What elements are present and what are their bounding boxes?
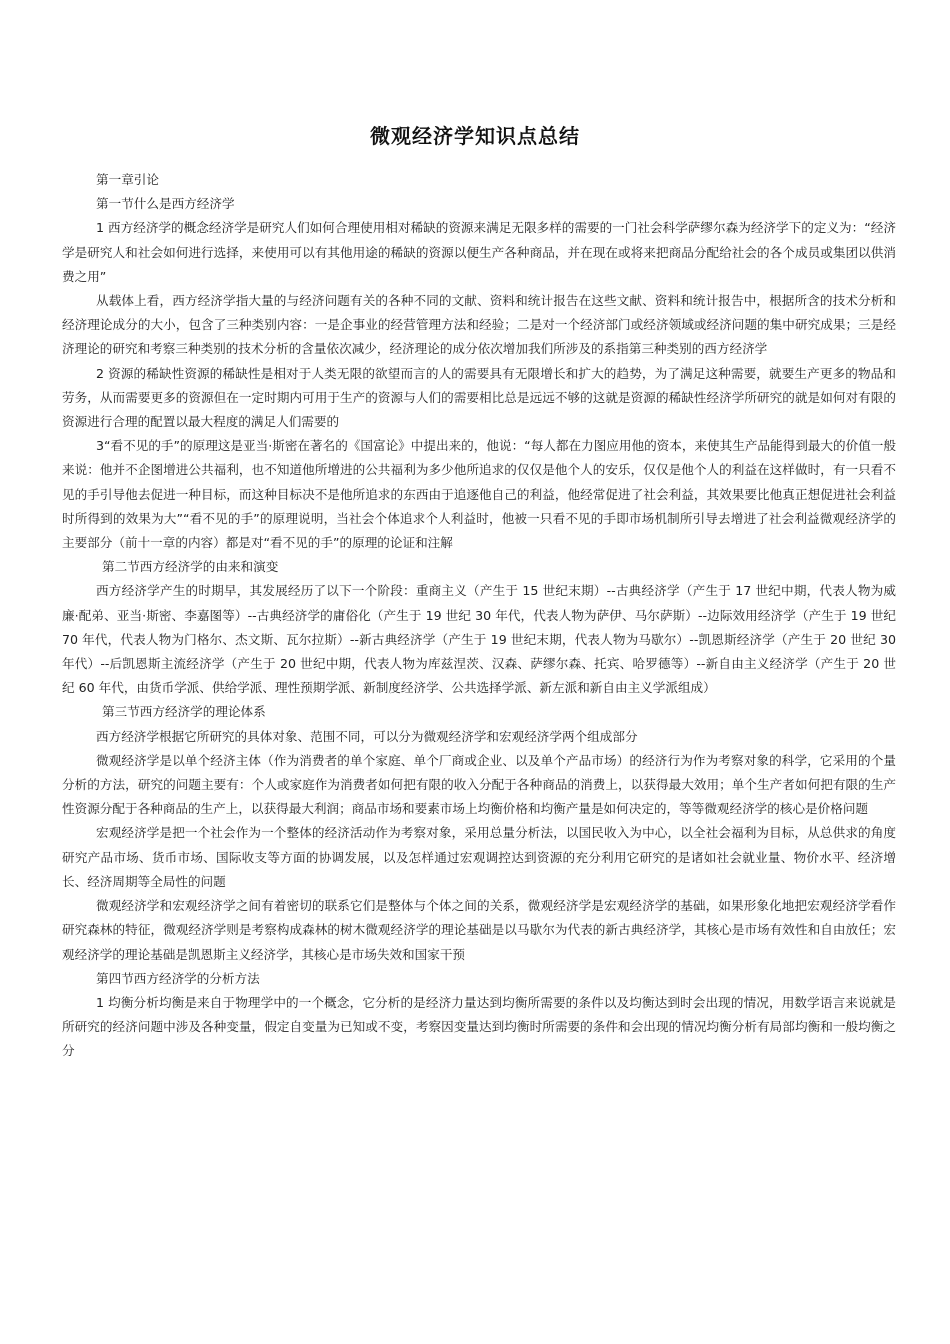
body-paragraph: 2 资源的稀缺性资源的稀缺性是相对于人类无限的欲望而言的人的需要具有无限增长和扩大的趋势，为了满足这种需要，就要生产更多的物品和劳务，从而需要更多的资源但在一定时期内可用于生产的资源与人们的需要相比总是远远不够的这就是资源的稀缺性经济学所研究的就是如何对有限的资源进行合理的配置以最大程度的满足人们需要的	[62, 365, 896, 430]
body-paragraph: 微观经济学是以单个经济主体（作为消费者的单个家庭、单个厂商或企业、以及单个产品市场）的经济行为作为考察对象的科学，它采用的个量分析的方法，研究的问题主要有：个人或家庭作为消费者如何把有限的收入分配于各种商品的消费上，以获得最大效用；单个生产者如何把有限的生产性资源分配于各种商品的生产上，以获得最大利润；商品市场和要素市场上均衡价格和均衡产量是如何决定的，等等微观经济学的核心是价格问题	[62, 752, 896, 817]
body-paragraph: 从载体上看，西方经济学指大量的与经济问题有关的各种不同的文献、资料和统计报告在这些文献、资料和统计报告中，根据所含的技术分析和经济理论成分的大小，包含了三种类别内容：一是企事业的经营管理方法和经验；二是对一个经济部门或经济领域或经济问题的集中研究成果；三是经济理论的研究和考察三种类别的技术分析的含量依次减少，经济理论的成分依次增加我们所涉及的系指第三种类别的西方经济学	[62, 293, 896, 357]
document-body	[62, 168, 896, 1064]
section-heading: 第二节西方经济学的由来和演变	[102, 559, 279, 575]
body-paragraph: 西方经济学根据它所研究的具体对象、范围不同，可以分为微观经济学和宏观经济学两个组成部分	[96, 728, 638, 744]
section-heading: 第一节什么是西方经济学	[96, 196, 235, 212]
chapter-heading: 第一章引论	[96, 172, 159, 187]
document-title: 微观经济学知识点总结	[370, 124, 580, 148]
body-paragraph: 1 均衡分析均衡是来自于物理学中的一个概念，它分析的是经济力量达到均衡所需要的条件以及均衡达到时会出现的情况，用数学语言来说就是所研究的经济问题中涉及各种变量，假定自变量为已知或不变，考察因变量达到均衡时所需要的条件和会出现的情况均衡分析有局部均衡和一般均衡之分	[62, 994, 896, 1059]
section-heading: 第四节西方经济学的分析方法	[96, 970, 260, 986]
body-paragraph: 1 西方经济学的概念经济学是研究人们如何合理使用相对稀缺的资源来满足无限多样的需要的一门社会科学萨缪尔森为经济学下的定义为：“经济学是研究人和社会如何进行选择，来使用可以有其他用途的稀缺的资源以便生产各种商品，并在现在或将来把商品分配给社会的各个成员或集团以供消费之用”	[62, 220, 896, 284]
body-paragraph: 西方经济学产生的时期早，其发展经历了以下一个阶段：重商主义（产生于 15 世纪末期）--古典经济学（产生于 17 世纪中期，代表人物为威廉·配弟、亚当·斯密、李嘉图等）--古典经济学的庸俗化（产生于 19 世纪 30 年代，代表人物为萨伊、马尔萨斯）--边际效用经济学（产生于 19 世纪 70 年代，代表人物为门格尔、杰文斯、瓦尔拉斯）--新古典经济学（产生于 19 世纪末期，代表人物为马歇尔）--凯恩斯经济学（产生于 20 世纪 30 年代）--后凯恩斯主流经济学（产生于 20 世纪中期，代表人物为库兹涅茨、汉森、萨缪尔森、托宾、哈罗德等）--新自由主义经济学（产生于 20 世纪 60 年代，由货币学派、供给学派、理性预期学派、新制度经济学、公共选择学派、新左派和新自由主义学派组成）	[62, 583, 896, 696]
body-paragraph: 3“看不见的手”的原理这是亚当·斯密在著名的《国富论》中提出来的，他说：“每人都在力图应用他的资本，来使其生产品能得到最大的价值一般来说：他并不企图增进公共福利，也不知道他所增进的公共福利为多少他所追求的仅仅是他个人的安乐，仅仅是他个人的利益在这样做时，有一只看不见的手引导他去促进一种目标，而这种目标决不是他所追求的东西由于追逐他自己的利益，他经常促进了社会利益，其效果要比他真正想促进社会利益时所得到的效果为大”“看不见的手”的原理说明，当社会个体追求个人利益时，他被一只看不见的手即市场机制所引导去增进了社会利益微观经济学的主要部分（前十一章的内容）都是对“看不见的手”的原理的论证和注解	[62, 438, 896, 551]
body-paragraph: 宏观经济学是把一个社会作为一个整体的经济活动作为考察对象，采用总量分析法，以国民收入为中心，以全社会福利为目标，从总供求的角度研究产品市场、货币市场、国际收支等方面的协调发展，以及怎样通过宏观调控达到资源的充分利用它研究的是诸如社会就业量、物价水平、经济增长、经济周期等全局性的问题	[62, 825, 896, 889]
body-paragraph: 微观经济学和宏观经济学之间有着密切的联系它们是整体与个体之间的关系，微观经济学是宏观经济学的基础，如果形象化地把宏观经济学看作研究森林的特征，微观经济学则是考察构成森林的树木微观经济学的理论基础是以马歇尔为代表的新古典经济学，其核心是市场有效性和自由放任；宏观经济学的理论基础是凯恩斯主义经济学，其核心是市场失效和国家干预	[62, 898, 896, 962]
section-heading: 第三节西方经济学的理论体系	[102, 704, 266, 720]
